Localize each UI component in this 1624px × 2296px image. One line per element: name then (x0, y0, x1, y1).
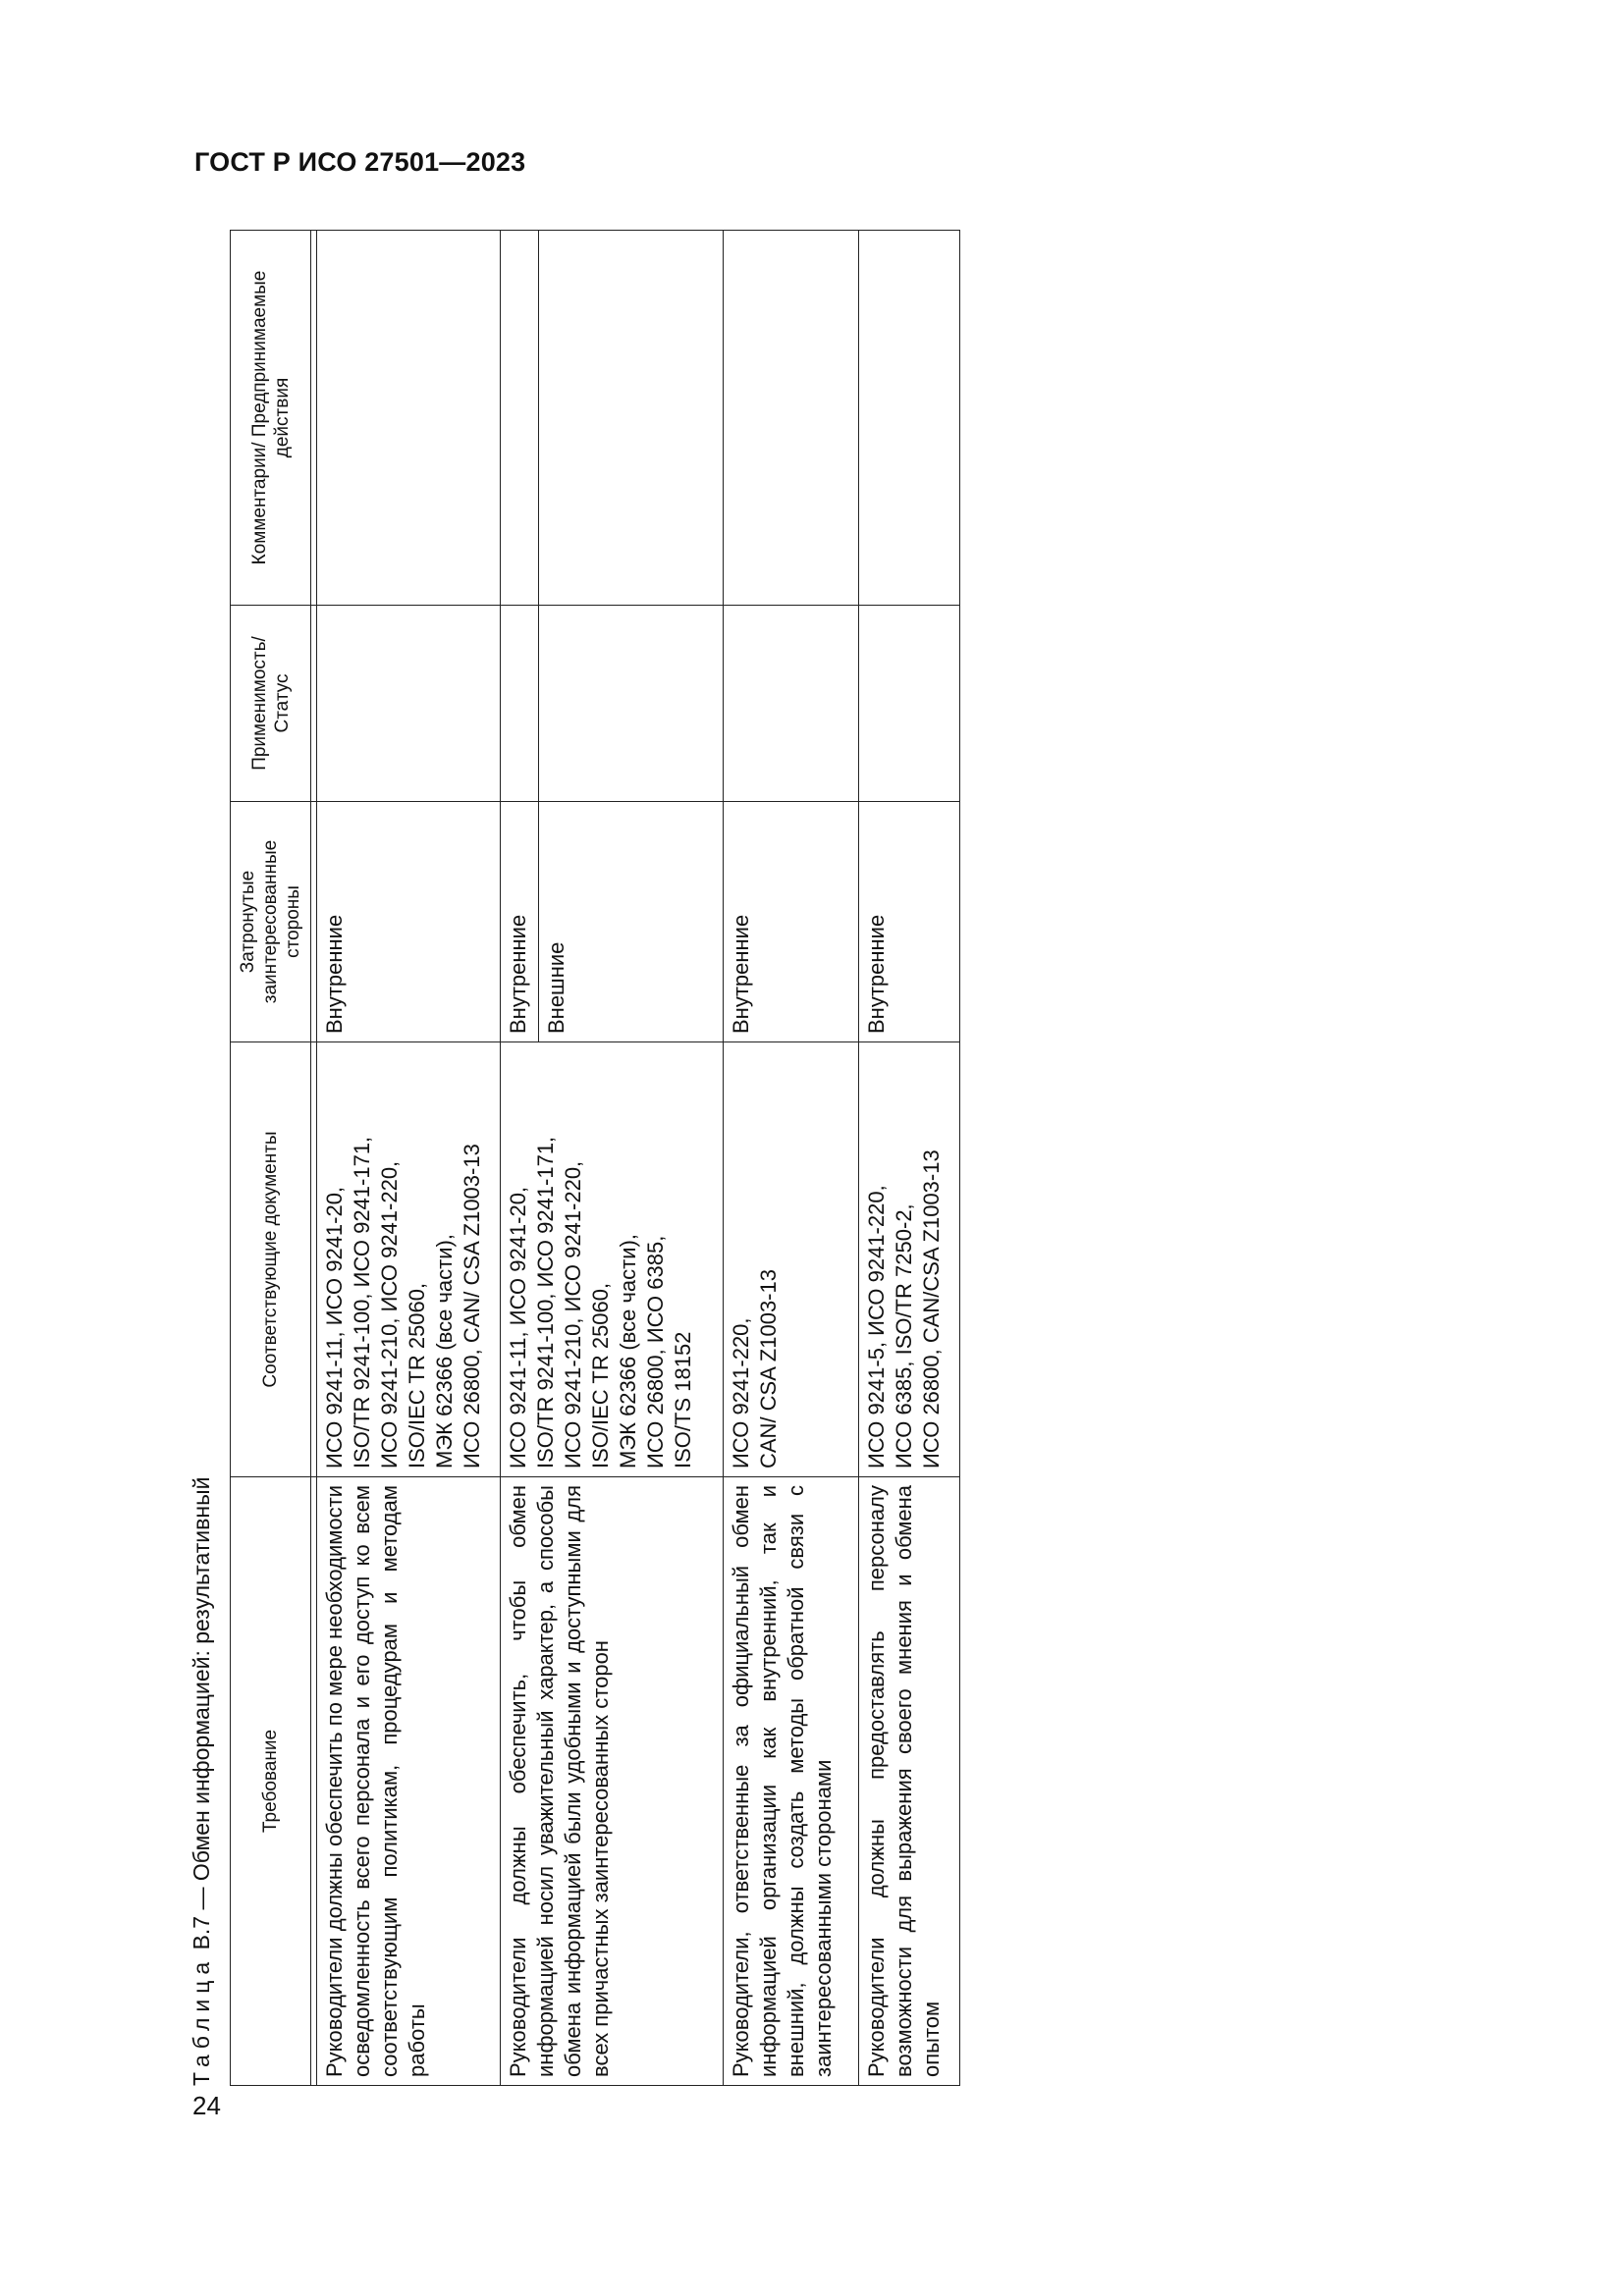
table-row (858, 231, 959, 2086)
table-row (724, 231, 858, 2086)
document-line: ИСО 9241-5, ИСО 9241-220, (863, 1185, 889, 1468)
document-line: ИСО 9241-220, (729, 1317, 754, 1468)
document-line: ИСО 9241-11, ИСО 9241-20, (506, 1186, 531, 1468)
applicability-cell (501, 606, 539, 802)
document-line: ИСО 26800, CAN/CSA Z1003-13 (918, 1149, 944, 1468)
applicability-cell (724, 606, 858, 802)
documents-cell (858, 1042, 959, 1477)
comments-cell (724, 231, 858, 606)
stakeholders-cell: Внешние (539, 802, 724, 1042)
header-requirement: Требование (231, 1477, 311, 2086)
documents-cell (724, 1042, 858, 1477)
stakeholders-cell: Внутренние (501, 802, 539, 1042)
document-line: ISO/TR 9241-100, ИСО 9241-171, (533, 1136, 559, 1468)
table-header-row (231, 231, 311, 2086)
documents-cell (501, 1042, 724, 1477)
document-line: ИСО 26800, CAN/ CSA Z1003-13 (459, 1144, 484, 1468)
table-caption (187, 1477, 230, 2086)
caption-prefix: Таблица (189, 1955, 214, 2086)
header-applicability: Применимость/ Статус (231, 606, 311, 802)
rotated-table-block (187, 231, 960, 2086)
document-line: ИСО 9241-11, ИСО 9241-20, (321, 1186, 347, 1468)
stakeholders-cell: Внутренние (858, 802, 959, 1042)
stakeholders-cell: Внутренние (316, 802, 501, 1042)
document-line: CAN/ CSA Z1003-13 (756, 1269, 782, 1468)
documents-cell (316, 1042, 501, 1477)
document-line: ISO/IEC TR 25060, (404, 1282, 429, 1468)
caption-text: В.7 — Обмен информацией: результативный (189, 1476, 214, 1950)
document-header: ГОСТ Р ИСО 27501—2023 (194, 147, 526, 177)
document-line: ISO/TS 18152 (671, 1331, 696, 1468)
document-line: ISO/IEC TR 25060, (588, 1282, 614, 1468)
document-line: ISO/TR 9241-100, ИСО 9241-171, (349, 1136, 374, 1468)
page-number: 24 (192, 2091, 221, 2120)
comments-cell (858, 231, 959, 606)
table-row (501, 231, 539, 2086)
requirement-cell: Руководители должны обеспечить, чтобы обмен информацией носил уважительный характер, а способы обмена информацией были удобными и доступными для всех причастных заинтересованных сторон (501, 1477, 724, 2086)
comments-cell (539, 231, 724, 606)
document-line: МЭК 62366 (все части), (616, 1234, 641, 1468)
table-row (316, 231, 501, 2086)
document-line: ИСО 9241-210, ИСО 9241-220, (561, 1160, 586, 1468)
comments-cell (501, 231, 539, 606)
requirement-cell: Руководители должны обеспечить по мере необходимости осведомленность всего персонала и его доступ ко всем соответствующим политикам, процедурам и методам работы (316, 1477, 501, 2086)
document-line: ИСО 6385, ISO/TR 7250-2, (891, 1203, 916, 1468)
document-line: ИСО 26800, ИСО 6385, (643, 1235, 669, 1468)
requirement-cell: Руководители должны предоставлять персоналу возможности для выражения своего мнения и обмена опытом (858, 1477, 959, 2086)
stakeholders-cell: Внутренние (724, 802, 858, 1042)
requirement-cell: Руководители, ответственные за официальный обмен информацией организации как внутренний, так и внешний, должны создать методы обратной связи с заинтересованными сторонами (724, 1477, 858, 2086)
document-line: ИСО 9241-210, ИСО 9241-220, (376, 1160, 402, 1468)
comments-cell (316, 231, 501, 606)
applicability-cell (316, 606, 501, 802)
header-comments: Комментарии/ Предпринимаемые действия (231, 231, 311, 606)
applicability-cell (539, 606, 724, 802)
applicability-cell (858, 606, 959, 802)
document-line: МЭК 62366 (все части), (431, 1234, 457, 1468)
header-stakeholders: Затронутые заинтересованные стороны (231, 802, 311, 1042)
requirements-table (230, 230, 960, 2086)
header-documents: Соответствующие документы (231, 1042, 311, 1477)
